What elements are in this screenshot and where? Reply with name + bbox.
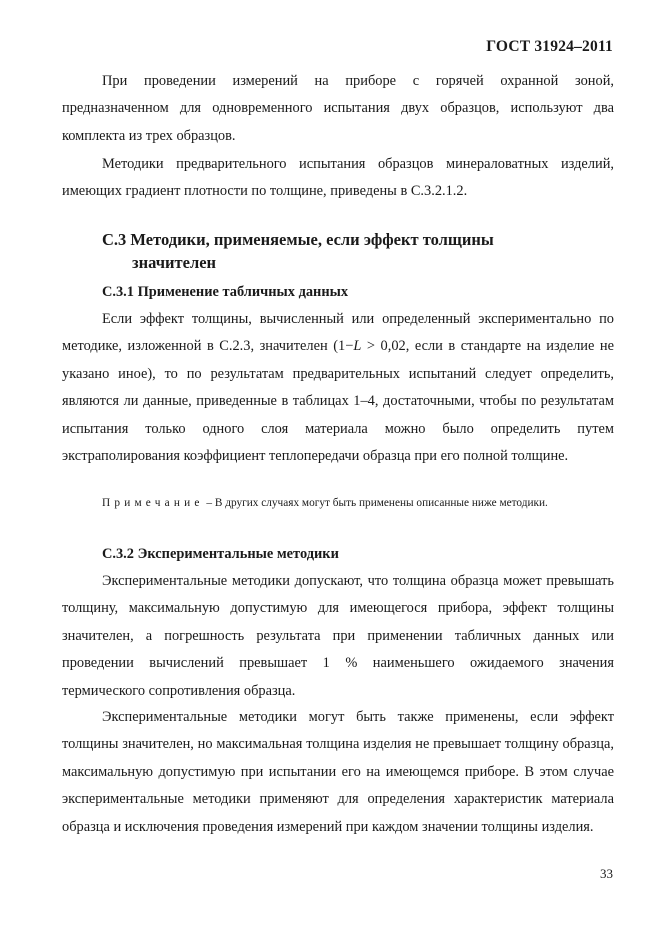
subsection-heading-c32: С.3.2 Экспериментальные методики: [102, 546, 339, 562]
section-heading-line1: С.3 Методики, применяемые, если эффект толщины: [102, 230, 494, 249]
section-heading-c3: [102, 228, 494, 274]
page-number: 33: [600, 866, 613, 881]
math-variable: L: [353, 338, 362, 355]
paragraph-text: При проведении измерений на приборе с горячей охранной зоной, предназначенном для одновременного испытания двух образцов, используют два комплекта из трех образцов.: [62, 73, 614, 144]
paragraph-text: Экспериментальные методики могут быть также применены, если эффект толщины значителен, но максимальная толщина изделия не превышает толщину образца, максимальную допустимую при испытании его на имеющемся приборе. В этом случае экспериментальные методики применяют для определения характеристик материала образца и исключения проведения измерений при каждом значении толщины изделия.: [62, 709, 614, 835]
paragraph-text-before: Если эффект толщины, вычисленный или определенный экспериментально по методике, изложенной в С.2.3, значителен (1−: [62, 311, 614, 355]
paragraph-experimental-methods: [62, 568, 614, 705]
paragraph-text: Методики предварительного испытания образцов минераловатных изделий, имеющих градиент плотности по толщине, приведены в С.3.2.1.2.: [62, 156, 614, 200]
note-block: [62, 496, 614, 511]
subsection-heading-c31: С.3.1 Применение табличных данных: [102, 284, 349, 300]
paragraph-density-gradient: [62, 151, 614, 206]
paragraph-experimental-methods-applied: [62, 704, 614, 841]
paragraph-text-after: > 0,02, если в стандарте на изделие не указано иное), то по результатам предварительных испытаний следует определить, являются ли данные, приведенные в таблицах 1–4, достаточными, чтобы по результатам испытания только одного слоя материала можно было определить путем экстраполирования коэффициент теплопередачи образца при его полной толщине.: [62, 338, 614, 465]
paragraph-hot-guard-zone: [62, 68, 614, 150]
note-text: – В других случаях могут быть применены описанные ниже методики.: [203, 497, 548, 509]
paragraph-thickness-effect: [62, 306, 614, 470]
section-heading-line2: значителен: [132, 253, 217, 272]
note-label: Примечание: [102, 497, 204, 509]
paragraph-text: Экспериментальные методики допускают, что толщина образца может превышать толщину, максимальную допустимую для имеющегося прибора, эффект толщины значителен, а погрешность результата при применении табличных данных или проведении вычислений превышает 1 % наименьшего ожидаемого значения термического сопротивления образца.: [62, 573, 614, 699]
document-code: ГОСТ 31924–2011: [486, 38, 613, 55]
